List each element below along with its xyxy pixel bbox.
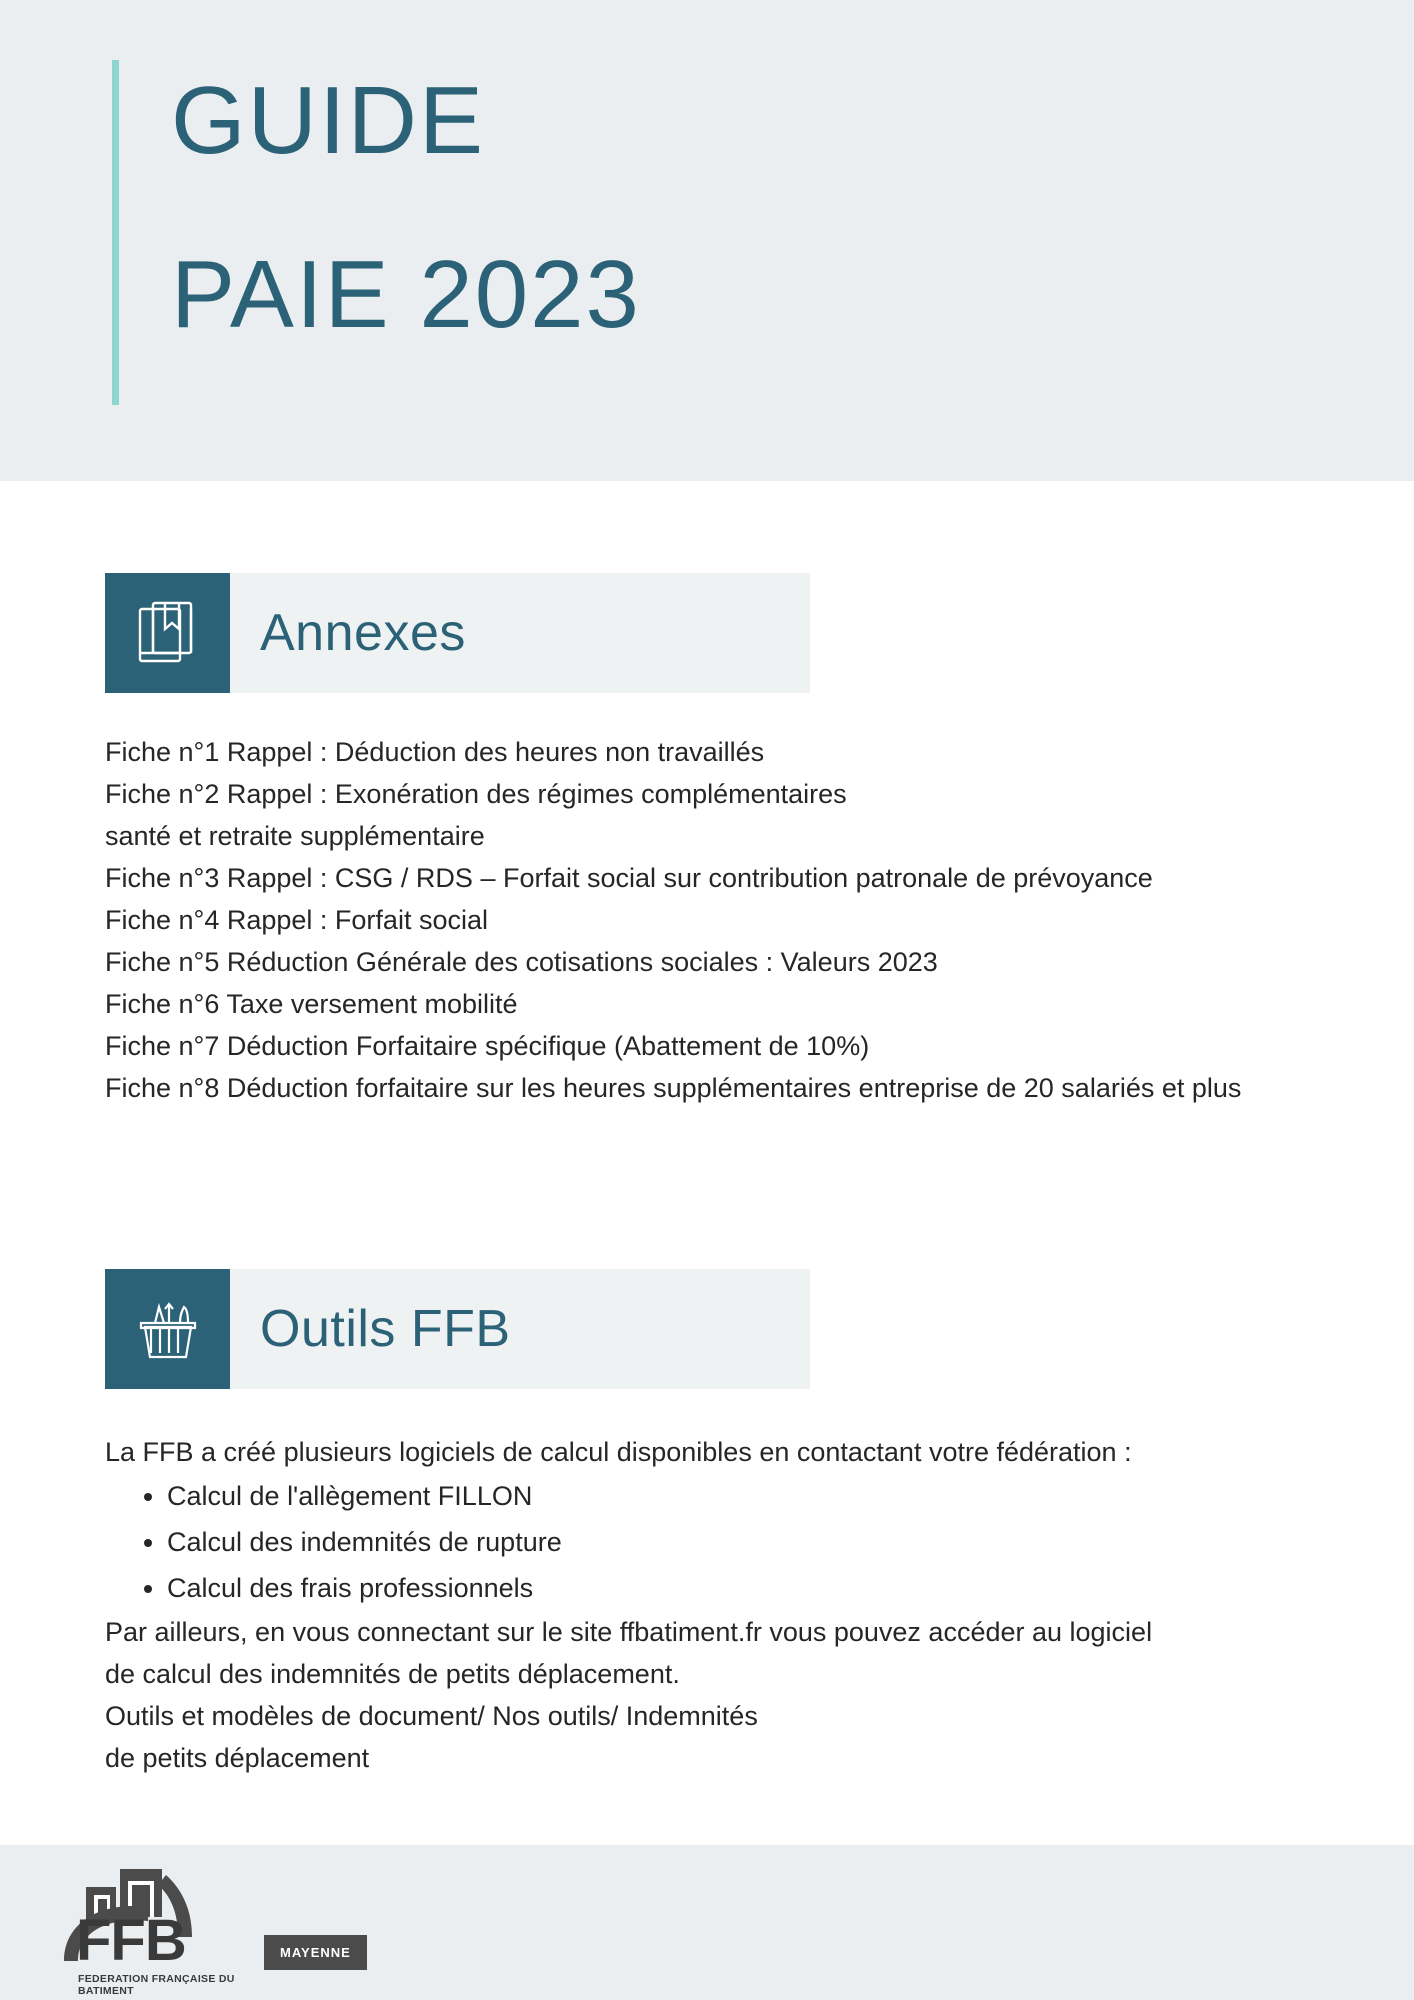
ffb-wordmark: FFB (76, 1908, 186, 1973)
annexes-line: Fiche n°4 Rappel : Forfait social (105, 905, 488, 935)
list-item: • Calcul des indemnités de rupture (167, 1519, 1319, 1565)
outils-body (105, 1431, 1319, 1779)
section-header-annexes (105, 573, 810, 693)
annexes-line: Fiche n°5 Réduction Générale des cotisations sociales : Valeurs 2023 (105, 947, 938, 977)
section-annexes (0, 573, 1414, 1109)
ffb-logo-mark (42, 1865, 272, 1997)
header-accent-rule (112, 60, 119, 405)
mayenne-badge: MAYENNE (264, 1935, 367, 1970)
toolbox-icon (105, 1269, 230, 1389)
outils-paragraph-line: Outils et modèles de document/ Nos outils/ Indemnités (105, 1701, 758, 1731)
annexes-list (105, 731, 1319, 1109)
book-clip-icon (105, 573, 230, 693)
annexes-line: Fiche n°6 Taxe versement mobilité (105, 989, 518, 1019)
header-titles (171, 60, 641, 405)
ffb-logo (42, 1865, 351, 1997)
section-title-outils: Outils FFB (260, 1300, 511, 1358)
footer (0, 1845, 1414, 2000)
annexes-line: Fiche n°8 Déduction forfaitaire sur les heures supplémentaires entreprise de 20 salariés et plus (105, 1073, 1242, 1103)
page-title-line-1: GUIDE (171, 67, 486, 174)
outils-paragraph-line: Par ailleurs, en vous connectant sur le site ffbatiment.fr vous pouvez accéder au logiciel (105, 1617, 1153, 1647)
section-title-annexes: Annexes (260, 604, 466, 662)
annexes-line: Fiche n°3 Rappel : CSG / RDS – Forfait social sur contribution patronale de prévoyance (105, 863, 1153, 893)
annexes-line: Fiche n°1 Rappel : Déduction des heures non travaillés (105, 737, 765, 767)
outils-intro: La FFB a créé plusieurs logiciels de calcul disponibles en contactant votre fédération : (105, 1437, 1132, 1467)
outils-bullet-list (105, 1473, 1319, 1611)
annexes-line: santé et retraite supplémentaire (105, 821, 485, 851)
section-outils-ffb (0, 1269, 1414, 1779)
list-item: • Calcul de l'allègement FILLON (167, 1473, 1319, 1519)
annexes-line: Fiche n°2 Rappel : Exonération des régimes complémentaires (105, 779, 847, 809)
header-inner (112, 60, 641, 405)
annexes-line: Fiche n°7 Déduction Forfaitaire spécifique (Abattement de 10%) (105, 1031, 870, 1061)
ffb-tagline: FEDERATION FRANÇAISE DU BATIMENT (78, 1973, 235, 1997)
header-banner (0, 0, 1414, 481)
section-header-outils (105, 1269, 810, 1389)
outils-paragraph-line: de calcul des indemnités de petits déplacement. (105, 1659, 680, 1689)
outils-paragraph-line: de petits déplacement (105, 1743, 370, 1773)
page-title-line-2: PAIE 2023 (171, 241, 641, 348)
list-item: • Calcul des frais professionnels (167, 1565, 1319, 1611)
